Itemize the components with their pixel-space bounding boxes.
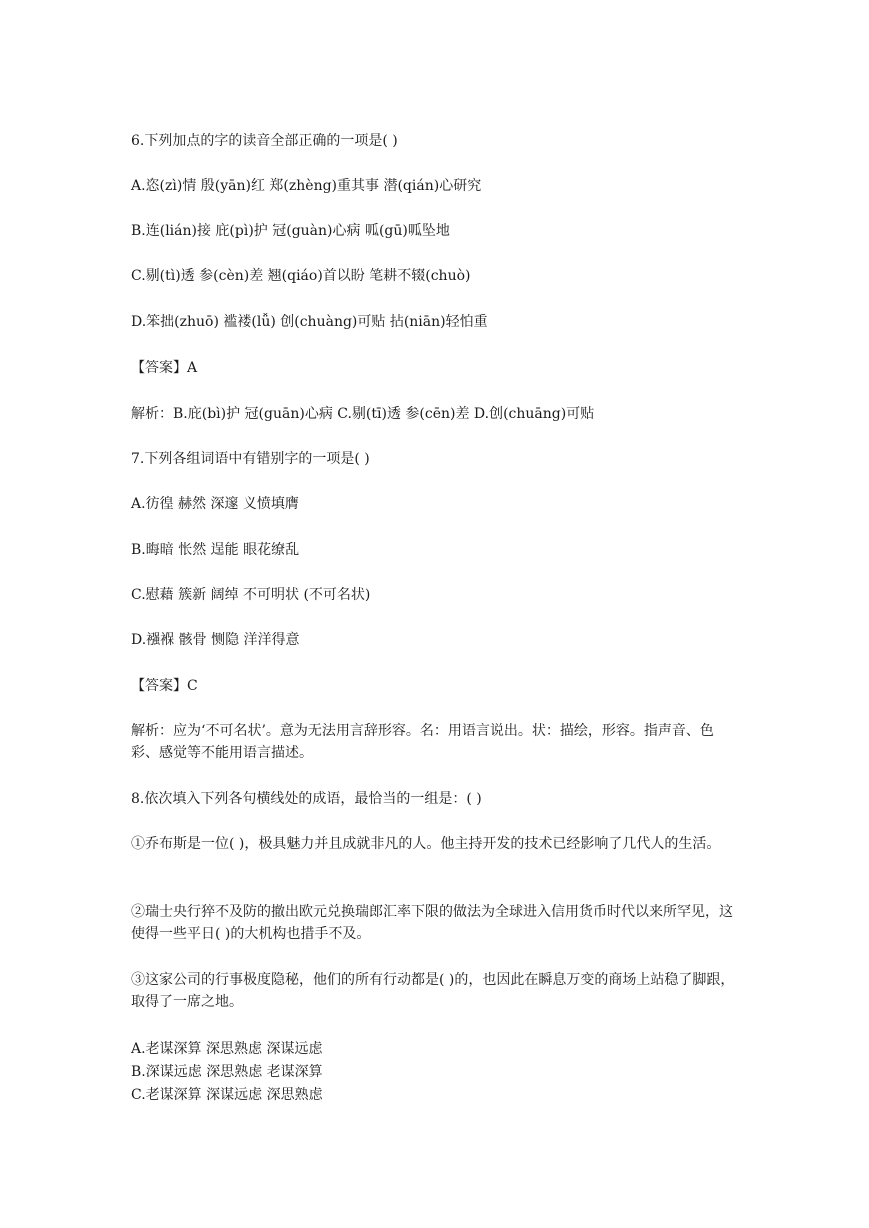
question-6-option-c: C.剔(tì)透 参(cèn)差 翘(qiáo)首以盼 笔耕不辍(chuò) xyxy=(131,268,471,284)
question-7-option-b: B.晦暗 怅然 逞能 眼花缭乱 xyxy=(131,542,300,558)
question-7-answer: 【答案】C xyxy=(131,678,198,694)
question-7-option-d: D.襁褓 骸骨 恻隐 洋洋得意 xyxy=(131,632,300,648)
question-7-option-a: A.彷徨 赫然 深邃 义愤填膺 xyxy=(131,496,299,512)
question-7-option-c: C.慰藉 簇新 阔绰 不可明状 (不可名状) xyxy=(131,587,371,603)
question-8-sentence-1: ①乔布斯是一位( )，极具魅力并且成就非凡的人。他主持开发的技术已经影响了几代人的生活。 xyxy=(131,836,721,852)
question-6-option-a: A.恣(zì)情 殷(yān)红 郑(zhèng)重其事 潜(qián)心研究 xyxy=(131,178,482,194)
question-8-sentence-3: ③这家公司的行事极度隐秘，他们的所有行动都是( )的，也因此在瞬息万变的商场上站稳了脚跟，取得了一席之地。 xyxy=(131,972,735,1010)
question-8-option-b: B.深谋远虑 深思熟虑 老谋深算 xyxy=(131,1064,323,1080)
question-8-option-c: C.老谋深算 深谋远虑 深思熟虑 xyxy=(131,1087,323,1103)
question-7-analysis: 解析：应为‘不可名状’。意为无法用言辞形容。名：用语言说出。状：描绘，形容。指声音、色彩、感觉等不能用语言描述。 xyxy=(131,723,714,761)
question-8-sentence-2: ②瑞士央行猝不及防的撤出欧元兑换瑞郎汇率下限的做法为全球进入信用货币时代以来所罕见，这使得一些平日( )的大机构也措手不及。 xyxy=(131,904,733,942)
question-8-option-a: A.老谋深算 深思熟虑 深谋远虑 xyxy=(131,1041,323,1057)
question-6-option-d: D.笨拙(zhuō) 褴褛(lǚ) 创(chuàng)可贴 拈(niān)轻怕重 xyxy=(131,314,488,330)
question-8-stem: 8.依次填入下列各句横线处的成语，最恰当的一组是：( ) xyxy=(131,791,482,807)
question-6-analysis: 解析：B.庇(bì)护 冠(guān)心病 C.剔(tī)透 参(cēn)差 D.创(chuāng)可贴 xyxy=(131,406,595,422)
question-6-answer: 【答案】A xyxy=(131,360,198,376)
question-6-option-b: B.连(lián)接 庇(pì)护 冠(guàn)心病 呱(gū)呱坠地 xyxy=(131,223,450,239)
question-6-stem: 6.下列加点的字的读音全部正确的一项是( ) xyxy=(131,133,398,149)
question-7-stem: 7.下列各组词语中有错别字的一项是( ) xyxy=(131,451,370,467)
